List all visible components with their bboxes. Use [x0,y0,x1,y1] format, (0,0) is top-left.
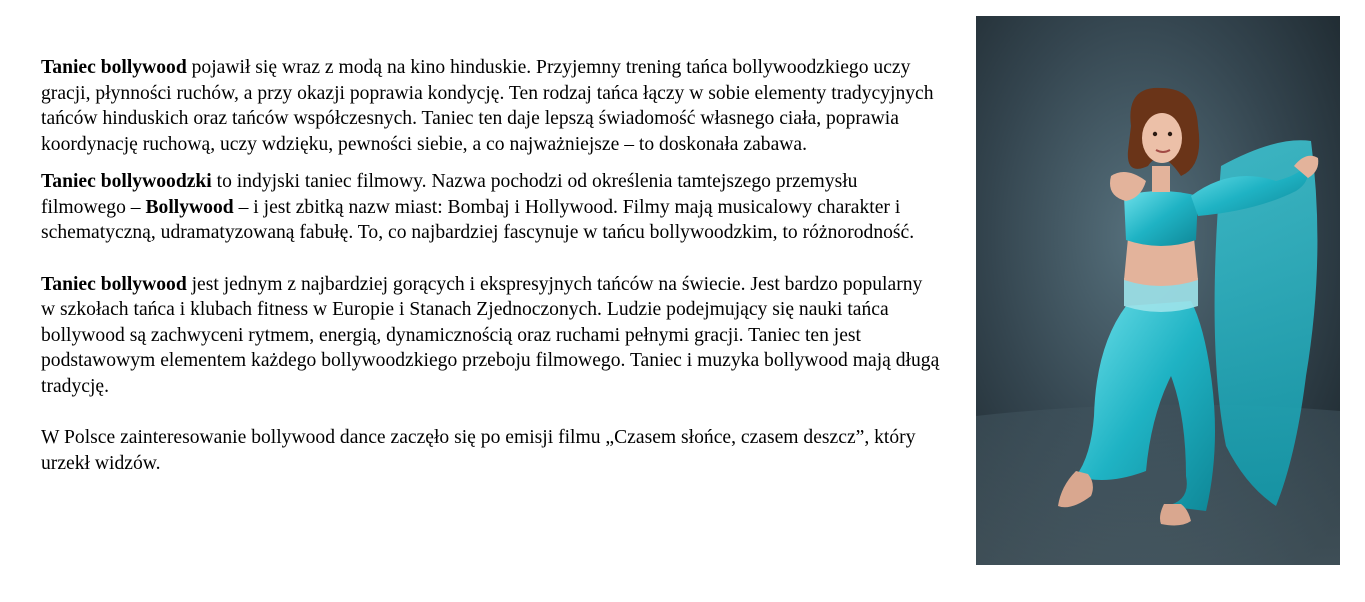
paragraph-4-text: W Polsce zainteresowanie bollywood dance zaczęło się po emisji filmu „Czasem słońce, czasem deszcz”, który urzekł widzów. [41,427,916,474]
paragraph-3 [41,272,941,400]
paragraph-2 [41,169,941,246]
neck [1152,166,1170,192]
dancer-photo [976,16,1340,565]
top [1124,191,1198,246]
paragraph-2-text-mid: to indyjski taniec filmowy. Nazwa pochodzi od określenia tamtejszego przemysłu filmowego – [41,171,858,218]
paragraph-2-bold-mid: Bollywood [145,196,234,218]
paragraph-2-text: – i jest zbitką nazw miast: Bombaj i Hollywood. Filmy mają musicalowy charakter i schematyczną, udramatyzowaną fabułę. To, co najbardziej fascynuje w tańcu bollywoodzkim, to różnorodność. [41,196,915,243]
paragraph-3-bold-lead: Taniec bollywood [41,273,187,295]
paragraph-2-bold-lead: Taniec bollywoodzki [41,171,212,192]
paragraph-1-text: pojawił się wraz z modą na kino hinduskie. Przyjemny trening tańca bollywoodzkiego uczy gracji, płynności ruchów, a przy okazji poprawia kondycję. Ten rodzaj tańca łączy w sobie elementy tradycyjnych tańców hinduskich oraz tańców współczesnych. Taniec ten daje lepszą świadomość własnego ciała, poprawia koordynację ruchową, uczy wdzięku, pewności siebie, a co najważniejsze – to doskonała zabawa. [41,57,934,155]
right-eye [1168,132,1172,136]
face [1142,113,1182,163]
left-eye [1153,132,1157,136]
paragraph-4 [41,425,941,476]
paragraph-3-text: jest jednym z najbardziej gorących i ekspresyjnych tańców na świecie. Jest bardzo popularny w szkołach tańca i klubach fitness w Europie i Stanach Zjednoczonych. Ludzie podejmujący się nauki tańca bollywood są zachwyceni rytmem, energią, dynamicznością oraz ruchami pełnymi gracji. Taniec ten jest podstawowym elementem każdego bollywoodzkiego przeboju filmowego. Taniec i muzyka bollywood mają długą tradycję. [41,273,940,397]
article-text [41,55,941,476]
paragraph-1-bold-lead: Taniec bollywood [41,57,187,78]
dancer-illustration [976,16,1340,565]
paragraph-1 [41,55,941,157]
